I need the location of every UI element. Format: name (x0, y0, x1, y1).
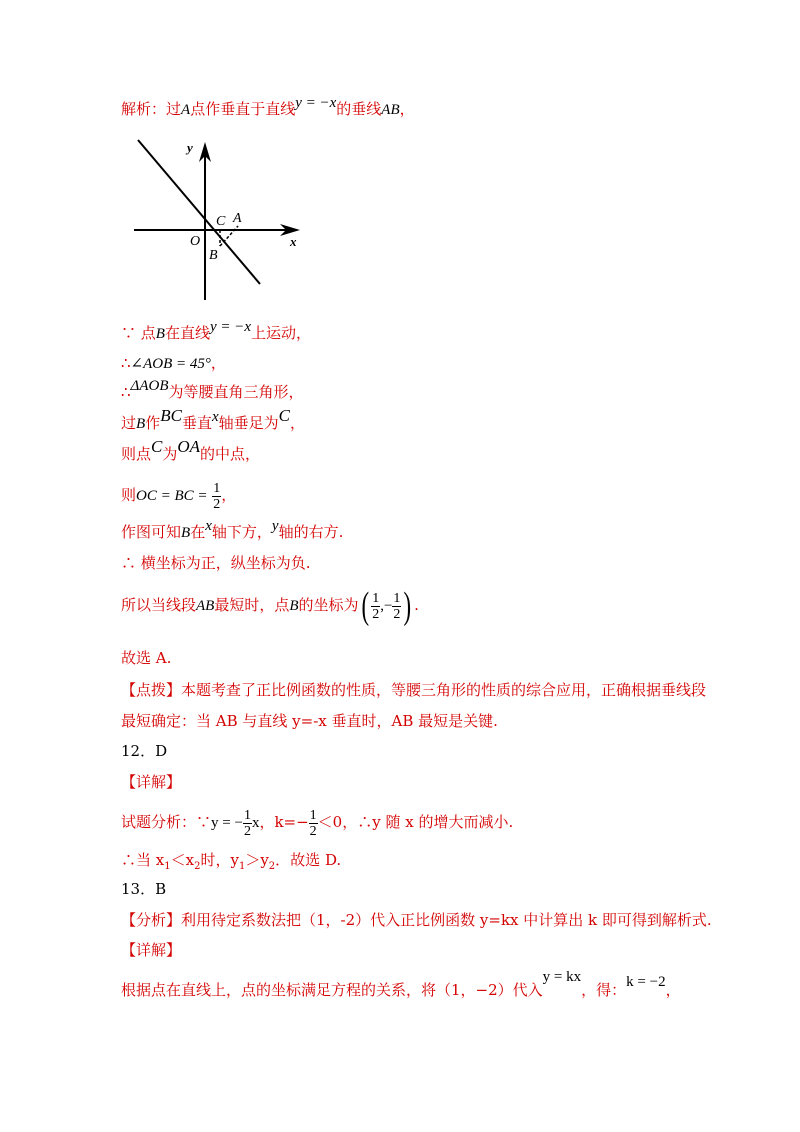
text: 解析：过 (121, 100, 182, 118)
coordinate-figure (132, 138, 312, 304)
math-c: C (278, 406, 290, 425)
origin-label: O (190, 234, 201, 249)
text: 的中点， (200, 445, 261, 463)
text: ∴ (121, 383, 131, 401)
math-ab: AB (196, 598, 215, 614)
text: 在 (190, 523, 206, 541)
text: 所以当线段 (121, 596, 197, 614)
right-paren: ) (403, 585, 412, 627)
subscript: 2 (194, 861, 201, 872)
math-oc-bc: OC = BC = (136, 488, 208, 504)
tip-line-1 (121, 680, 706, 700)
text: ， (399, 100, 415, 118)
text: 【详解】 (121, 941, 182, 959)
coordinate-separator: ,− (380, 598, 393, 614)
point-a-label: A (233, 211, 242, 226)
text: ， (210, 354, 226, 372)
text: 根据点在直线上，点的坐标满足方程的关系，将（1，−2）代入 (121, 981, 543, 999)
subscript: 2 (268, 861, 276, 872)
analysis-line-5 (121, 406, 305, 434)
math-bc: BC (160, 406, 182, 425)
line-y-eq-neg-x (138, 140, 260, 284)
denominator: 2 (243, 823, 251, 839)
math-oa: OA (177, 437, 201, 456)
fraction-half (243, 808, 252, 839)
text: 则 (121, 486, 137, 504)
denominator: 2 (372, 606, 380, 622)
analysis-line-3 (121, 353, 226, 374)
analysis-heading-13 (121, 910, 712, 930)
analysis-line-2 (121, 319, 312, 344)
text: 过 (121, 414, 137, 432)
point-c-label: C (216, 214, 226, 229)
text: 最短确定：当 AB 与直线 y=-x 垂直时，AB 最短是关键. (121, 712, 498, 730)
analysis-12-line-2 (121, 850, 341, 877)
text: 故选 A. (121, 649, 172, 667)
math-y: y (271, 518, 279, 534)
point-b-label: B (209, 248, 218, 263)
subscript: 1 (238, 861, 246, 872)
text: ∴ (121, 354, 131, 372)
text: ∵ 点 (121, 324, 156, 342)
text: ，得： (581, 981, 627, 999)
math-line-eq: y = −x (209, 319, 252, 335)
text: ＜0，∴y 随 x 的增大而减小. (317, 813, 514, 831)
text: 作图可知 (121, 523, 182, 541)
math-k-value: k = −2 (626, 974, 666, 990)
text: ， (221, 486, 237, 504)
numerator: 1 (243, 807, 251, 823)
math-line-eq: y = −x (295, 95, 337, 111)
text: ∴当 x (121, 851, 165, 869)
math-b: B (289, 598, 299, 614)
text: 的坐标为 (298, 596, 359, 614)
text: 轴的右方. (278, 523, 344, 541)
text: ，k=− (259, 813, 309, 831)
text: 【分析】利用待定系数法把（1，-2）代入正比例函数 y=kx 中计算出 k 即可得到解析式. (121, 911, 712, 929)
text: 为等腰直角三角形， (168, 383, 304, 401)
denominator: 2 (393, 606, 401, 622)
text: 时，y (200, 851, 239, 869)
math-b: B (155, 326, 165, 342)
text: 的垂线 (336, 100, 382, 118)
tip-line-2 (121, 711, 498, 731)
text: ＞y (245, 851, 269, 869)
text: 【点拨】本题考查了正比例函数的性质，等腰三角形的性质的综合应用，正确根据垂线段 (121, 681, 707, 699)
left-paren: ( (361, 585, 369, 627)
analysis-line-9 (121, 553, 311, 573)
fraction-x (371, 591, 380, 622)
math-x: x (211, 409, 219, 425)
text: 在直线 (164, 324, 210, 342)
question-13-answer (121, 879, 166, 899)
fraction-y (392, 591, 401, 622)
detail-heading-12 (121, 772, 181, 792)
math-x: x (205, 518, 212, 534)
x-axis-label: x (290, 234, 297, 249)
text: 13．B (121, 880, 167, 898)
text: 点作垂直于直线 (190, 100, 296, 118)
math-x: x (251, 815, 260, 831)
math-angle: ∠AOB = 45° (130, 356, 211, 372)
text: 则点 (121, 445, 152, 463)
text: 最短时，点 (214, 596, 290, 614)
math-b: B (136, 416, 146, 432)
analysis-line-8 (121, 518, 344, 543)
numerator: 1 (213, 480, 221, 496)
text: 试题分析：∵ (121, 813, 212, 831)
denominator: 2 (309, 823, 317, 839)
analysis-12-line-1 (121, 802, 513, 843)
text: 轴下方， (211, 523, 272, 541)
analysis-line-4 (121, 378, 304, 403)
text: 作 (145, 414, 161, 432)
analysis-line-6 (121, 437, 261, 464)
text: . (414, 596, 419, 614)
text: 【详解】 (121, 773, 182, 791)
numerator: 1 (372, 590, 380, 606)
fraction-half (309, 808, 318, 839)
numerator: 1 (393, 590, 401, 606)
subscript: 1 (164, 861, 171, 872)
text: ， (289, 414, 305, 432)
math-c: C (151, 437, 163, 456)
fraction-half (212, 481, 221, 512)
text: 垂直 (181, 414, 212, 432)
math-a: A (181, 102, 191, 118)
question-12-answer (121, 741, 167, 761)
numerator: 1 (309, 807, 317, 823)
analysis-line-10 (121, 584, 419, 627)
analysis-13-line-1 (121, 969, 681, 1001)
analysis-line-7 (121, 476, 236, 515)
text: 12．D (121, 742, 168, 760)
analysis-line-1 (121, 95, 415, 120)
math-y-kx: y = kx (542, 969, 582, 985)
text: ．故选 D. (275, 851, 342, 869)
text: 为 (162, 445, 178, 463)
math-triangle: ΔAOB (130, 378, 169, 394)
math-b: B (181, 525, 191, 541)
text: ＜x (170, 851, 195, 869)
answer-line (121, 648, 171, 668)
math-ab: AB (381, 102, 400, 118)
text: 上运动， (251, 324, 312, 342)
y-axis-label: y (187, 140, 193, 155)
text: ， (665, 981, 681, 999)
math-y-eq: y = − (211, 815, 243, 831)
detail-heading-13 (121, 940, 181, 960)
text: ∴ 横坐标为正，纵坐标为负. (121, 554, 311, 572)
text: 轴垂足为 (218, 414, 279, 432)
denominator: 2 (213, 496, 221, 512)
